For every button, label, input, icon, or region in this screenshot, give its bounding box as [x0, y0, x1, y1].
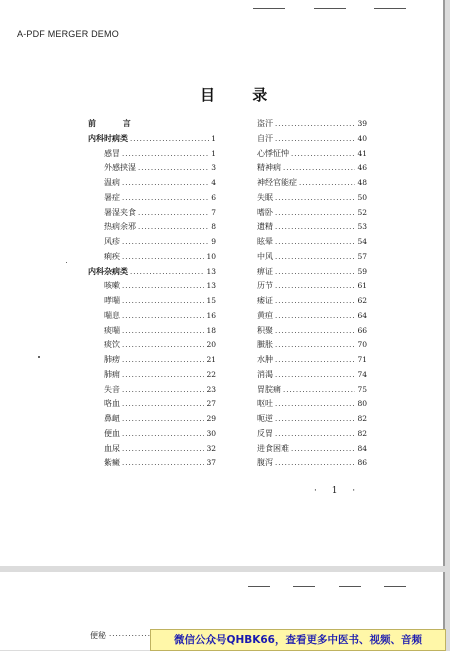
toc-entry [257, 177, 367, 192]
toc-entry-page: 74 [357, 369, 367, 379]
toc-entry-page: 86 [357, 458, 367, 468]
toc-entry [257, 118, 367, 133]
toc-entry-page: 80 [357, 399, 367, 409]
toc-entry-label: 外感挟湿 [104, 163, 136, 173]
leader-dots [138, 223, 209, 231]
toc-entry-page: 75 [357, 384, 367, 394]
toc-entry-page: 41 [357, 148, 367, 158]
toc-entry-label: 温病 [104, 178, 120, 187]
toc-entry-label: 呕吐 [257, 399, 273, 409]
toc-entry-page: 13 [206, 266, 216, 276]
leader-dots [122, 282, 204, 290]
toc-entry-label: 臌胀 [257, 340, 273, 350]
leader-dots [122, 238, 209, 246]
toc-entry-label: 进食困难 [257, 443, 289, 453]
toc-entry [257, 192, 367, 207]
toc-entry-page: 20 [206, 340, 216, 350]
toc-entry-label: 热病余邪 [104, 222, 136, 232]
toc-entry-page: 64 [357, 310, 367, 320]
toc-entry-page: 54 [357, 237, 367, 246]
leader-dots [275, 268, 355, 276]
leader-dots [138, 209, 209, 217]
toc-entry-page: 40 [357, 133, 367, 143]
toc-entry [88, 162, 216, 177]
watermark-text: A-PDF MERGER DEMO [17, 29, 119, 39]
toc-entry [257, 221, 367, 236]
leader-dots [122, 312, 204, 320]
header-rule [384, 586, 406, 587]
toc-entry-page: 71 [357, 355, 367, 364]
toc-preface [88, 118, 216, 133]
toc-entry-label: 失眠 [257, 192, 273, 202]
leader-dots [275, 459, 355, 467]
toc-entry [88, 325, 216, 340]
toc-entry [257, 280, 367, 295]
toc-entry [88, 384, 216, 399]
promo-banner[interactable]: 微信公众号QHBK66，查看更多中医书、视频、音频 [150, 629, 446, 651]
toc-entry [88, 177, 216, 192]
toc-entry-page: 32 [206, 443, 216, 453]
toc-section-heading [88, 266, 216, 281]
toc-entry-page: 46 [357, 163, 367, 173]
toc-entry-label: 眩晕 [257, 237, 273, 246]
toc-entry [88, 236, 216, 251]
toc-entry-label: 黄疸 [257, 310, 273, 320]
toc-entry-label: 历节 [257, 281, 273, 291]
toc-entry-label: 嗜卧 [257, 207, 273, 217]
toc-entry-label: 胃脘痛 [257, 384, 281, 394]
toc-entry-page: 84 [357, 443, 367, 453]
leader-dots [122, 430, 204, 438]
toc-entry-page: 37 [206, 458, 216, 468]
toc-entry-label: 暑湿夹食 [104, 207, 136, 217]
header-rule [253, 8, 285, 9]
toc-entry [88, 339, 216, 354]
toc-entry-label: 心悸怔忡 [257, 148, 289, 158]
toc-entry-page: 66 [357, 325, 367, 335]
toc-entry-label: 喘息 [104, 310, 120, 320]
toc-entry [88, 310, 216, 325]
leader-dots [122, 297, 204, 305]
toc-entry-page: 61 [357, 281, 367, 291]
header-rule [339, 586, 361, 587]
leader-dots [130, 135, 209, 143]
toc-entry-page: 70 [357, 340, 367, 350]
toc-entry [88, 398, 216, 413]
toc-entry-page: 8 [211, 222, 216, 232]
leader-dots [275, 327, 355, 335]
toc-entry-page: 52 [357, 207, 367, 217]
toc-section-heading [88, 133, 216, 148]
toc-entry-page: 1 [211, 133, 216, 143]
toc-entry [257, 443, 367, 458]
toc-entry-label: 紫癜 [104, 458, 120, 468]
toc-entry-page: 3 [211, 163, 216, 173]
leader-dots [122, 415, 204, 423]
page-title: 目 录 [200, 86, 284, 104]
toc-entry-label: 肺痨 [104, 355, 120, 364]
toc-entry [88, 413, 216, 428]
toc-entry-label: 感冒 [104, 148, 120, 158]
toc-entry-page: 62 [357, 296, 367, 305]
scan-speck [38, 356, 40, 358]
leader-dots [275, 135, 355, 143]
toc-entry [257, 310, 367, 325]
leader-dots [283, 386, 355, 394]
leader-dots [122, 445, 204, 453]
toc-entry [257, 384, 367, 399]
toc-entry [257, 413, 367, 428]
scan-speck [66, 262, 67, 263]
toc-entry-page: 16 [206, 310, 216, 320]
toc-entry-page: 30 [206, 428, 216, 438]
toc-entry [257, 133, 367, 148]
toc-entry-label: 精神病 [257, 163, 281, 173]
leader-dots [122, 179, 209, 187]
toc-entry [257, 457, 367, 472]
leader-dots [275, 282, 355, 290]
toc-entry-page: 7 [211, 207, 216, 217]
toc-entry-label: 积聚 [257, 325, 273, 335]
leader-dots [122, 194, 209, 202]
toc-entry [257, 354, 367, 369]
leader-dots [275, 297, 355, 305]
toc-entry-label: 反胃 [257, 428, 273, 438]
toc-entry-label: 鼻衄 [104, 414, 120, 423]
toc-entry [257, 266, 367, 281]
toc-entry [257, 428, 367, 443]
toc-entry-page: 29 [206, 414, 216, 423]
leader-dots [122, 459, 204, 467]
toc-entry-page: 82 [357, 428, 367, 438]
leader-dots [275, 341, 355, 349]
leader-dots [275, 356, 355, 364]
toc-entry-label: 水肿 [257, 355, 273, 364]
toc-entry-page: 13 [206, 281, 216, 291]
toc-entry-label: 内科杂病类 [88, 265, 128, 276]
toc-entry-label: 痿证 [257, 296, 273, 305]
toc-entry [88, 443, 216, 458]
toc-entry [88, 207, 216, 222]
toc-entry-page: 21 [206, 355, 216, 364]
toc-entry [88, 295, 216, 310]
toc-entry-label: 呃逆 [257, 414, 273, 423]
toc-entry-page: 4 [211, 178, 216, 187]
toc-entry-page: 6 [211, 192, 216, 202]
leader-dots [299, 179, 355, 187]
toc-entry-page: 22 [206, 369, 216, 379]
toc-entry-label: 暑症 [104, 192, 120, 202]
leader-dots [122, 253, 204, 261]
toc-entry-label: 便秘 [90, 631, 106, 640]
leader-dots [275, 238, 355, 246]
toc-entry-page: 53 [357, 222, 367, 232]
leader-dots [283, 164, 355, 172]
toc-entry-page: 1 [211, 148, 216, 158]
leader-dots [275, 312, 355, 320]
toc-entry [257, 369, 367, 384]
toc-entry-label: 盗汗 [257, 119, 273, 128]
toc-entry-page: 23 [206, 384, 216, 394]
toc-entry-label: 消渴 [257, 369, 273, 379]
toc-entry-label: 便血 [104, 428, 120, 438]
leader-dots [275, 223, 355, 231]
leader-dots [275, 194, 355, 202]
toc-entry [88, 457, 216, 472]
toc-entry-page: 15 [206, 296, 216, 305]
toc-entry [88, 148, 216, 163]
toc-entry-label: 内科时病类 [88, 132, 128, 143]
header-rule [314, 8, 346, 9]
leader-dots [275, 209, 355, 217]
toc-entry [88, 369, 216, 384]
toc-right-column [257, 118, 367, 472]
leader-dots [275, 415, 355, 423]
toc-entry-label: 痰饮 [104, 340, 120, 350]
toc-entry [257, 251, 367, 266]
leader-dots [275, 253, 355, 261]
leader-dots [291, 150, 355, 158]
toc-entry-page: 10 [206, 251, 216, 261]
toc-entry-label: 自汗 [257, 133, 273, 143]
toc-entry [88, 280, 216, 295]
toc-entry-label: 痢疾 [104, 251, 120, 261]
toc-entry [257, 295, 367, 310]
toc-entry [257, 339, 367, 354]
page-number: · 1 · [314, 486, 362, 496]
header-rule [374, 8, 406, 9]
toc-entry-page: 18 [206, 325, 216, 335]
toc-entry-page: 9 [211, 237, 216, 246]
toc-entry-page: 48 [357, 178, 367, 187]
toc-entry-label: 神经官能症 [257, 178, 297, 187]
toc-entry-label: 失音 [104, 384, 120, 394]
toc-entry-label: 遗精 [257, 222, 273, 232]
leader-dots [138, 164, 209, 172]
toc-entry [257, 325, 367, 340]
toc-entry [88, 428, 216, 443]
toc-entry-label: 肺痈 [104, 369, 120, 379]
header-rule [248, 586, 270, 587]
toc-entry-label: 腹泻 [257, 458, 273, 468]
leader-dots [122, 371, 204, 379]
toc-entry-label: 咯血 [104, 399, 120, 409]
toc-entry-page: 27 [206, 399, 216, 409]
toc-entry-page: 50 [357, 192, 367, 202]
toc-entry [88, 251, 216, 266]
toc-entry [88, 192, 216, 207]
toc-entry-label: 前 言 [88, 118, 143, 128]
leader-dots [291, 445, 355, 453]
toc-entry [257, 207, 367, 222]
toc-entry-label: 咳嗽 [104, 281, 120, 291]
toc-entry-label: 风疹 [104, 237, 120, 246]
toc-entry-label: 中风 [257, 251, 273, 261]
toc-entry-label: 哮喘 [104, 296, 120, 305]
leader-dots [275, 400, 355, 408]
toc-entry [257, 148, 367, 163]
leader-dots [122, 400, 204, 408]
toc-entry-page: 59 [357, 266, 367, 276]
leader-dots [122, 356, 204, 364]
toc-entry [88, 221, 216, 236]
leader-dots [275, 371, 355, 379]
toc-entry [257, 236, 367, 251]
toc-entry [88, 354, 216, 369]
leader-dots [122, 327, 204, 335]
toc-entry-page: 57 [357, 251, 367, 261]
toc-entry-label: 血尿 [104, 443, 120, 453]
leader-dots [122, 150, 209, 158]
leader-dots [122, 341, 204, 349]
leader-dots [275, 430, 355, 438]
toc-entry [257, 398, 367, 413]
header-rule [293, 586, 315, 587]
leader-dots [275, 120, 355, 128]
toc-entry [257, 162, 367, 177]
toc-entry-label: 痹证 [257, 266, 273, 276]
leader-dots [122, 386, 204, 394]
toc-entry-page: 39 [357, 119, 367, 128]
toc-entry-page: 82 [357, 414, 367, 423]
leader-dots [130, 268, 204, 276]
toc-entry-label: 痰喘 [104, 325, 120, 335]
toc-left-column [88, 118, 216, 472]
